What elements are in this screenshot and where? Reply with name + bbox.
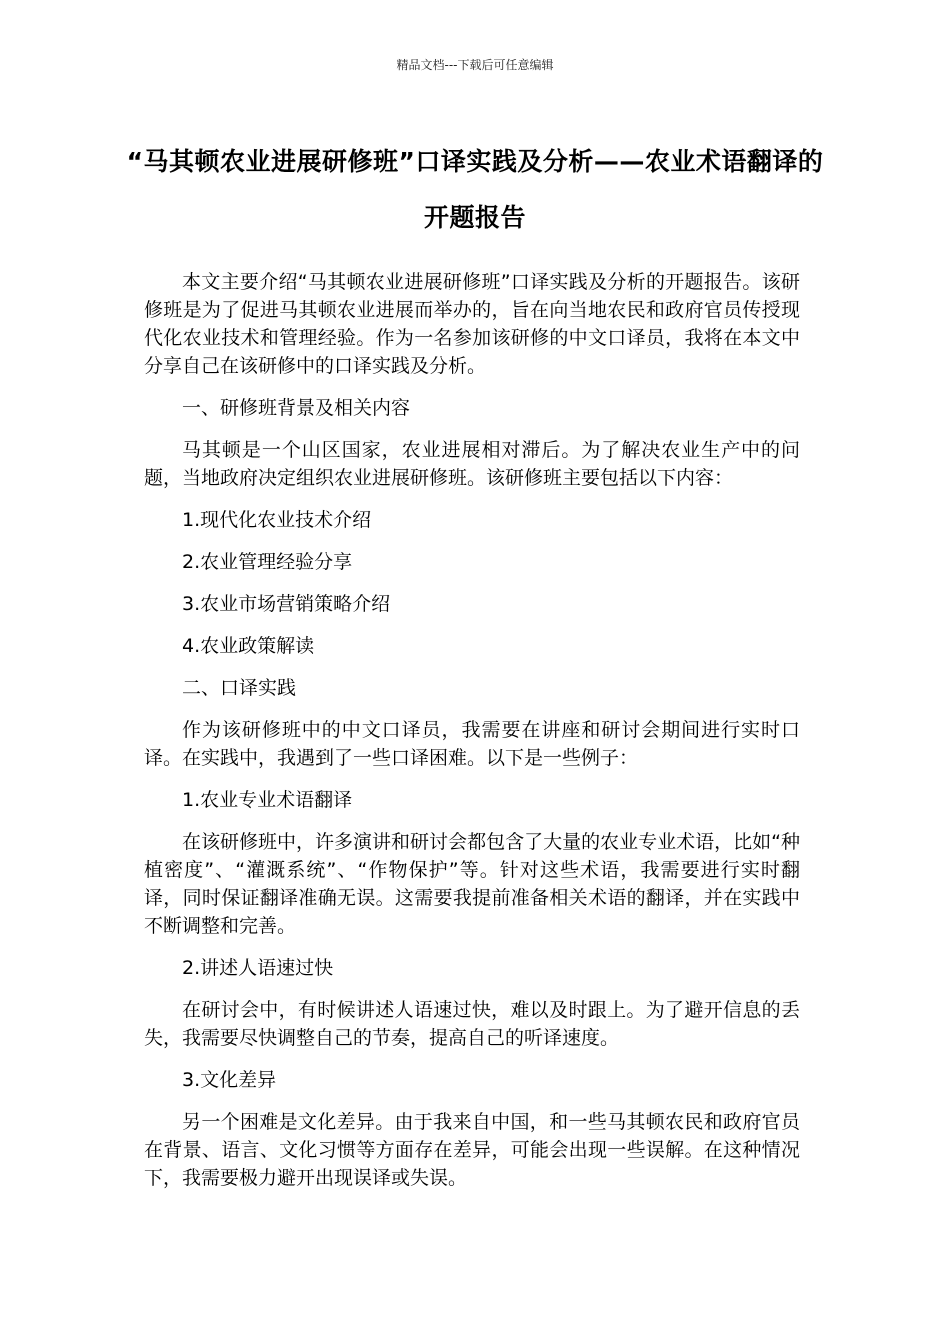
section-heading-practice: 二、口译实践 — [182, 677, 297, 699]
content-list-item: 2.农业管理经验分享 — [182, 551, 353, 573]
intro-paragraph: 本文主要介绍“马其顿农业进展研修班”口译实践及分析的开题报告。该研修班是为了促进马其顿农业进展而举办的，旨在向当地农民和政府官员传授现代化农业技术和管理经验。作为一名参加该研修的中文口译员，我将在本文中分享自己在该研修中的口译实践及分析。 — [144, 271, 800, 377]
background-paragraph: 马其顿是一个山区国家，农业进展相对滞后。为了解决农业生产中的问题，当地政府决定组织农业进展研修班。该研修班主要包括以下内容： — [144, 439, 800, 489]
speech-speed-paragraph: 在研讨会中，有时候讲述人语速过快，难以及时跟上。为了避开信息的丢失，我需要尽快调整自己的节奏，提高自己的听译速度。 — [144, 999, 800, 1049]
page-header: 精品文档---下载后可任意编辑 — [396, 58, 554, 72]
document-title: “马其顿农业进展研修班”口译实践及分析——农业术语翻译的开题报告 — [126, 147, 824, 232]
content-list-item: 3.农业市场营销策略介绍 — [182, 593, 391, 615]
content-list-item: 4.农业政策解读 — [182, 635, 315, 657]
terminology-paragraph: 在该研修班中，许多演讲和研讨会都包含了大量的农业专业术语，比如“种植密度”、“灌溉系统”、“作物保护”等。针对这些术语，我需要进行实时翻译，同时保证翻译准确无误。这需要我提前准备相关术语的翻译，并在实践中不断调整和完善。 — [144, 831, 800, 937]
subheading-speech-speed: 2.讲述人语速过快 — [182, 957, 334, 979]
subheading-terminology: 1.农业专业术语翻译 — [182, 789, 353, 811]
content-list-item: 1.现代化农业技术介绍 — [182, 509, 372, 531]
practice-paragraph: 作为该研修班中的中文口译员，我需要在讲座和研讨会期间进行实时口译。在实践中，我遇到了一些口译困难。以下是一些例子： — [144, 719, 800, 769]
section-heading-background: 一、研修班背景及相关内容 — [182, 397, 411, 419]
cultural-difference-paragraph: 另一个困难是文化差异。由于我来自中国，和一些马其顿农民和政府官员在背景、语言、文化习惯等方面存在差异，可能会出现一些误解。在这种情况下，我需要极力避开出现误译或失误。 — [144, 1111, 800, 1189]
subheading-cultural-difference: 3.文化差异 — [182, 1069, 277, 1091]
document-body — [144, 268, 800, 1206]
